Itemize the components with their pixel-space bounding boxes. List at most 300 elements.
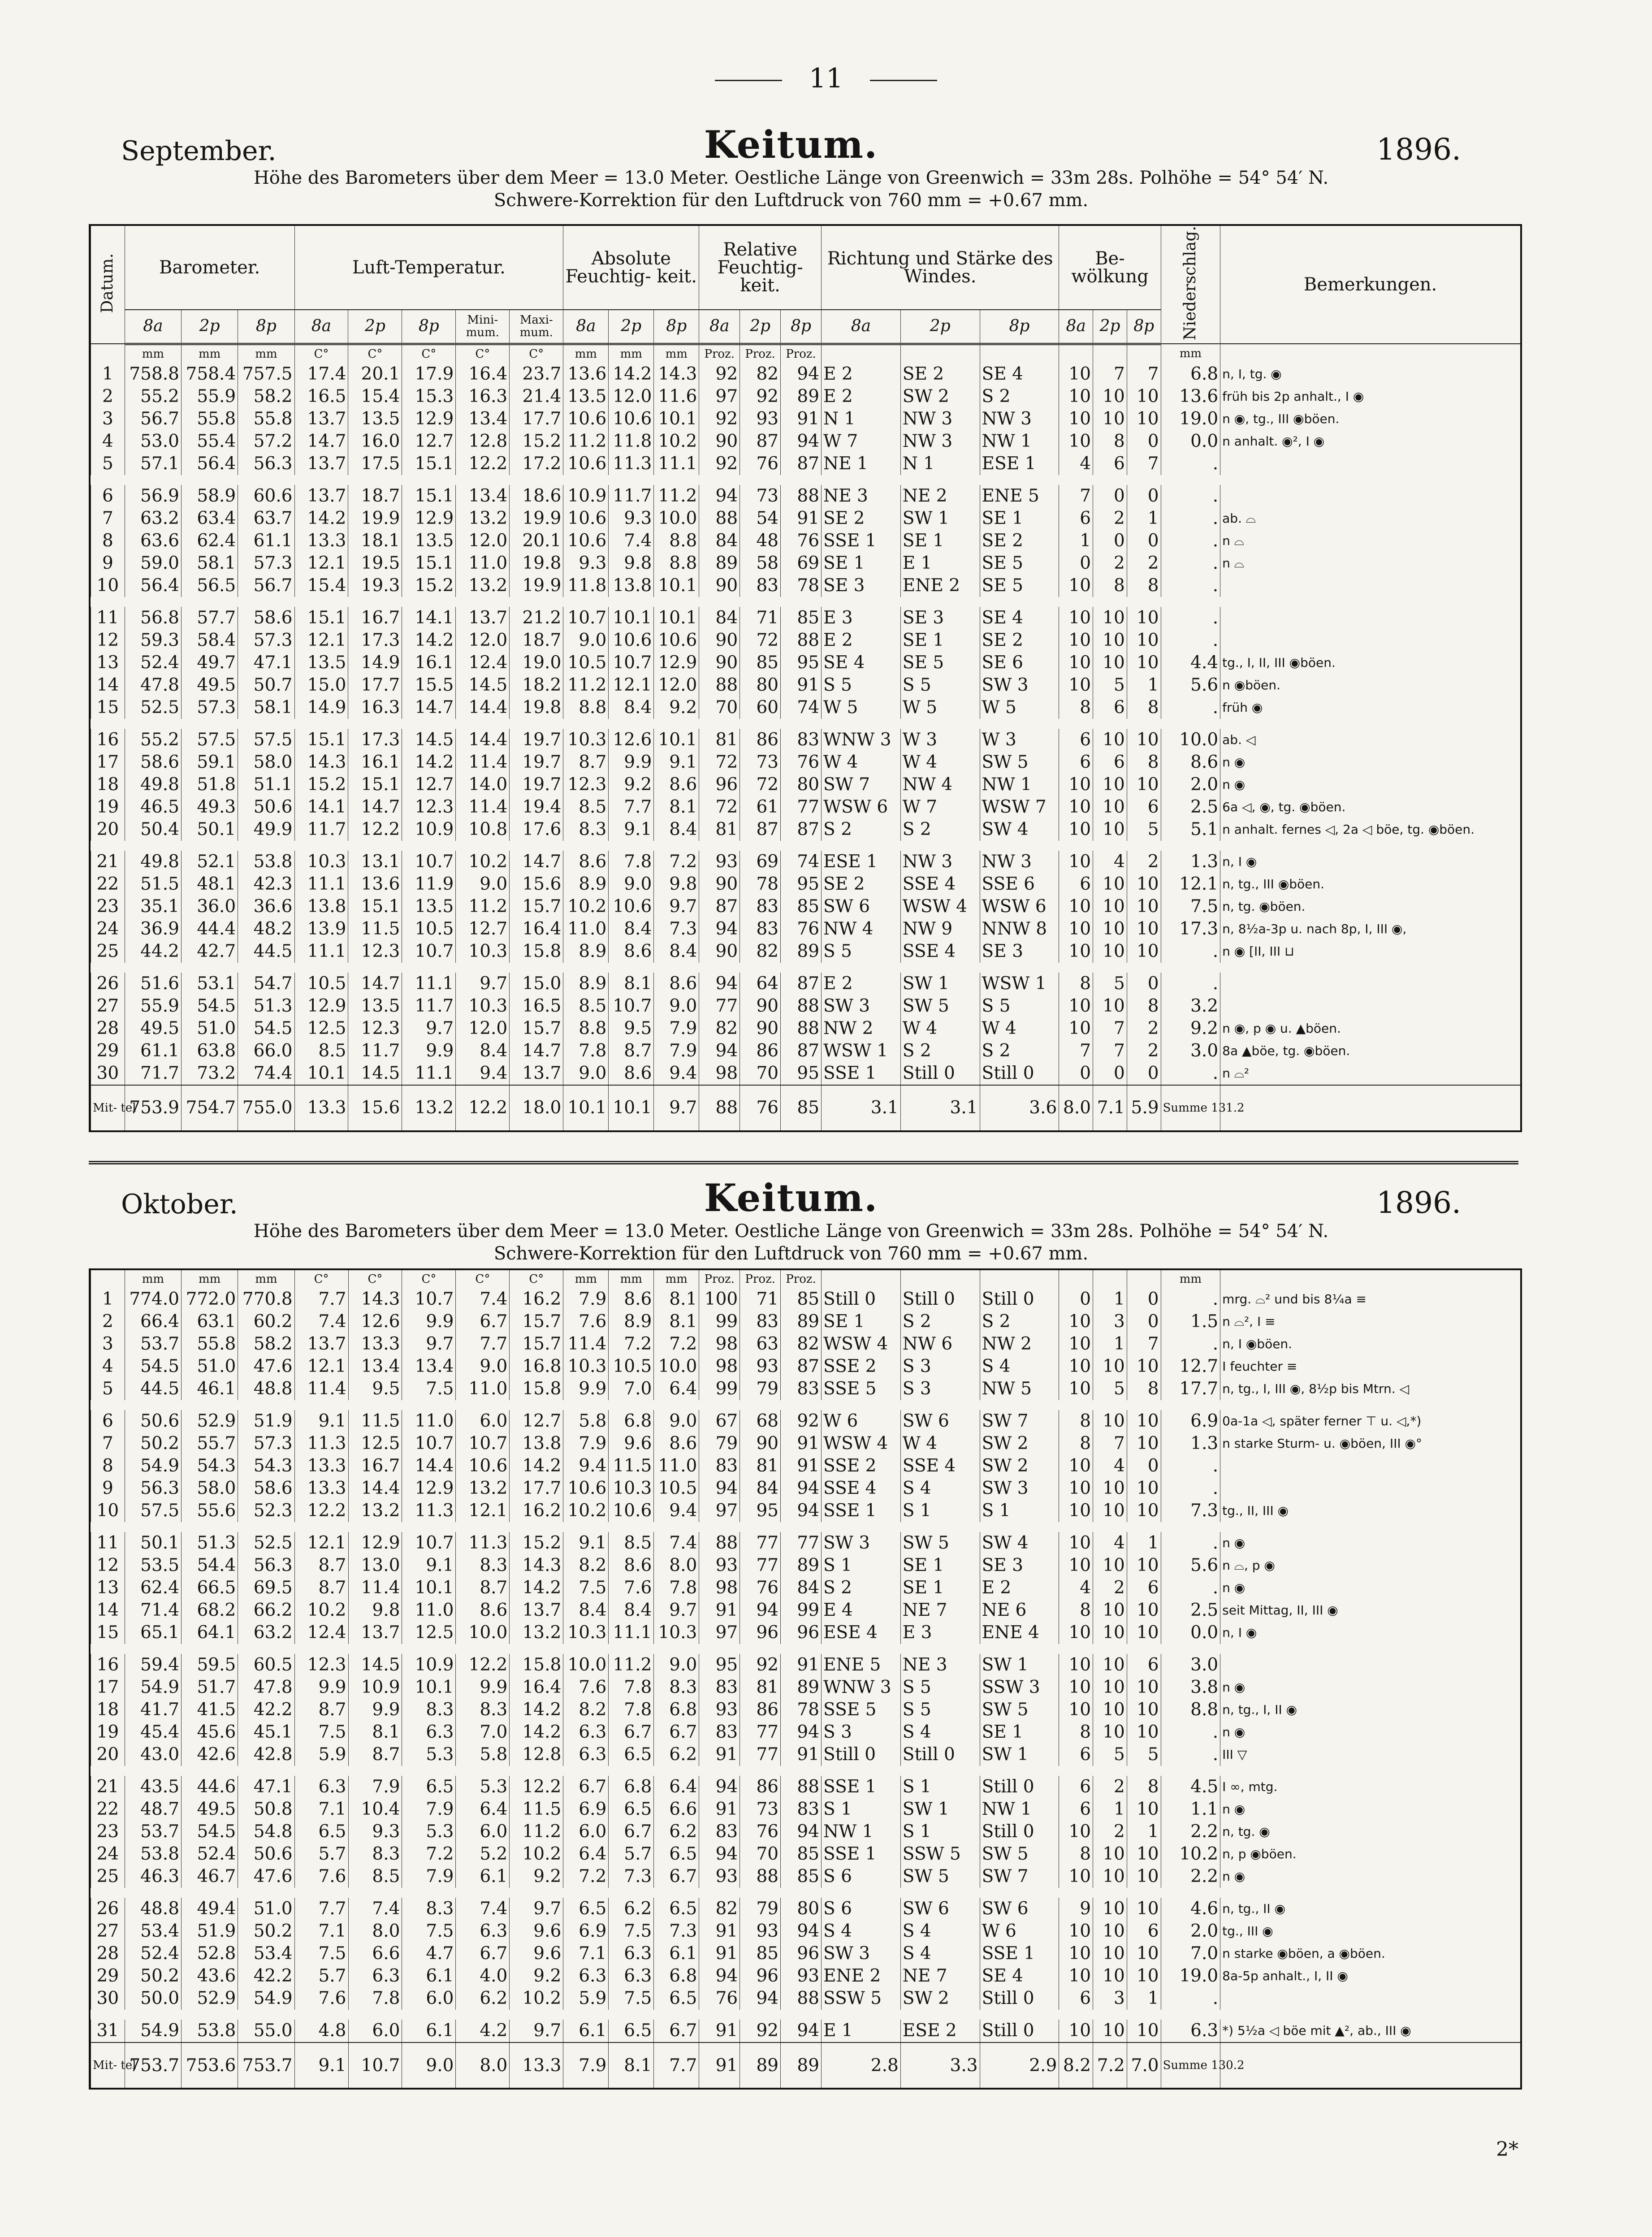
table-cell: 6.5 (654, 1843, 699, 1865)
table-cell: 10 (1059, 602, 1093, 629)
table-cell: 0 (1127, 430, 1161, 453)
table-cell: 21 (91, 1771, 125, 1798)
table-cell: SW 7 (822, 774, 901, 796)
table-cell: 8.6 (609, 1554, 654, 1577)
table-cell: 97 (699, 1500, 740, 1527)
table-cell: 51.0 (182, 1017, 238, 1040)
table-cell: 8.1 (348, 1721, 402, 1744)
table-cell: 80 (781, 1893, 822, 1920)
table-cell: SSE 1 (980, 1943, 1059, 1965)
table-cell: 0.0 (1161, 430, 1220, 453)
table-cell: 89 (781, 1311, 822, 1333)
table-cell: SE 5 (980, 575, 1059, 602)
table-cell: 10 (1059, 1649, 1093, 1676)
time-subheader: 2p (900, 310, 980, 344)
table-cell: WSW 4 (822, 1432, 901, 1455)
table-cell: 17.7 (510, 1477, 563, 1500)
table-cell: 49.5 (125, 1017, 181, 1040)
table-cell: 7.5 (402, 1920, 456, 1943)
table-cell: 17.7 (510, 408, 563, 430)
mean-label: Mit- tel (91, 1085, 125, 1130)
table-cell: 13.4 (456, 480, 510, 507)
mean-cell: 88 (699, 1085, 740, 1130)
unit-cell: Proz. (699, 1270, 740, 1288)
table-cell: . (1161, 575, 1220, 602)
table-cell: 6 (1059, 724, 1093, 751)
table-cell: 71.7 (125, 1062, 181, 1085)
table-cell: 12.1 (294, 1355, 348, 1378)
table-cell: . (1161, 1721, 1220, 1744)
table-cell: 8.7 (294, 1554, 348, 1577)
table-cell: SE 3 (900, 602, 980, 629)
table-cell: 11.8 (563, 575, 609, 602)
table-cell: SW 6 (980, 1893, 1059, 1920)
column-header-wind: Richtung und Stärke des Windes. (822, 226, 1059, 310)
table-cell: 9.9 (609, 751, 654, 774)
table-cell: 0 (1093, 530, 1127, 552)
table-cell: 55.2 (125, 385, 181, 408)
table-cell: 14.5 (348, 1062, 402, 1085)
table-cell: E 3 (900, 1622, 980, 1649)
table-cell: 85 (781, 602, 822, 629)
table-cell: 10.1 (654, 408, 699, 430)
table-cell: W 5 (980, 697, 1059, 724)
table-cell: 55.7 (182, 1432, 238, 1455)
table-cell: 95 (781, 1062, 822, 1085)
table-cell: 76 (781, 918, 822, 940)
mean-cell: 7.0 (1127, 2042, 1161, 2088)
time-subheader: 8p (980, 310, 1059, 344)
table-cell: 14.9 (294, 697, 348, 724)
table-cell: 10.4 (348, 1798, 402, 1821)
table-cell: 12.1 (294, 629, 348, 652)
table-cell: 31 (91, 2015, 125, 2042)
table-cell: 16.7 (348, 602, 402, 629)
table-cell: 96 (781, 1622, 822, 1649)
unit-cell (1059, 1270, 1093, 1288)
table-cell: 10 (1059, 629, 1093, 652)
table-cell: 14.2 (510, 1699, 563, 1721)
unit-cell (980, 344, 1059, 363)
table-cell: 12.9 (402, 408, 456, 430)
table-cell: . (1161, 1527, 1220, 1554)
table-cell: 10 (1093, 1965, 1127, 1987)
table-cell: 7.7 (294, 1893, 348, 1920)
table-cell: 5.3 (402, 1821, 456, 1843)
table-cell: 90 (699, 629, 740, 652)
remarks-cell (1220, 2042, 1520, 2088)
table-cell: SE 1 (980, 1721, 1059, 1744)
remarks-cell: I feuchter ≡ (1220, 1355, 1520, 1378)
table-cell: 6.9 (563, 1798, 609, 1821)
table-cell: 59.1 (182, 751, 238, 774)
table-cell: 0 (1093, 1062, 1127, 1085)
table-cell: 88 (740, 1865, 781, 1893)
mean-cell: 10.1 (563, 1085, 609, 1130)
table-cell: 9.9 (563, 1378, 609, 1405)
table-cell: 8 (1127, 751, 1161, 774)
table-cell: 11.0 (563, 918, 609, 940)
table-cell: 70 (740, 1062, 781, 1085)
table-cell: 21.4 (510, 385, 563, 408)
table-cell: 4.4 (1161, 652, 1220, 674)
table-cell: 8.8 (654, 552, 699, 575)
table-row (91, 2015, 1521, 2042)
table-cell: 8.1 (609, 968, 654, 995)
remarks-cell: n ◉ (1220, 751, 1520, 774)
table-cell: 5.3 (456, 1771, 510, 1798)
table-row (91, 1649, 1521, 1676)
table-cell: 48.2 (238, 918, 294, 940)
table-cell: 9.7 (654, 1599, 699, 1622)
table-cell: 10.0 (654, 507, 699, 530)
table-cell: 6 (1093, 697, 1127, 724)
table-cell: 17.9 (402, 363, 456, 385)
table-cell: 10 (1127, 1432, 1161, 1455)
table-cell: 88 (781, 1017, 822, 1040)
table-cell: 13.2 (510, 1622, 563, 1649)
table-cell: 6.7 (654, 2015, 699, 2042)
table-cell: 71 (740, 602, 781, 629)
table-cell: 10 (1059, 1355, 1093, 1378)
table-row (91, 751, 1521, 774)
table-cell: 78 (781, 1699, 822, 1721)
time-subheader: 8p (781, 310, 822, 344)
table-cell: 88 (781, 1987, 822, 2015)
units-row (91, 344, 1521, 363)
table-cell: 12.7 (510, 1405, 563, 1432)
table-cell: 13.0 (348, 1554, 402, 1577)
table-cell: 9.9 (402, 1311, 456, 1333)
table-cell: 6.3 (1161, 2015, 1220, 2042)
table-cell: 8.9 (563, 940, 609, 968)
table-cell: 69.5 (238, 1577, 294, 1599)
table-cell: 774.0 (125, 1288, 181, 1311)
table-cell: 16.5 (510, 995, 563, 1017)
table-cell: WSW 1 (822, 1040, 901, 1062)
table-cell: 88 (781, 480, 822, 507)
table-row (91, 602, 1521, 629)
table-cell: 14.7 (348, 796, 402, 818)
table-cell: 10.3 (456, 995, 510, 1017)
mean-cell: 753.7 (125, 2042, 181, 2088)
table-cell: Still 0 (980, 1821, 1059, 1843)
table-cell: 94 (740, 1599, 781, 1622)
table-row (91, 385, 1521, 408)
table-cell: SW 1 (980, 1649, 1059, 1676)
remarks-cell: n, tg. ◉ (1220, 1821, 1520, 1843)
remarks-cell: n ◉ (1220, 1721, 1520, 1744)
table-cell: 63.8 (182, 1040, 238, 1062)
column-header-relative-feuchtigkeit: Relative Feuchtig- keit. (699, 226, 822, 310)
table-cell: 6.3 (563, 1965, 609, 1987)
table-cell: 8.4 (654, 818, 699, 846)
table-cell: 43.5 (125, 1771, 181, 1798)
table-cell: 11.2 (563, 674, 609, 697)
table-cell: 10 (1127, 1943, 1161, 1965)
table-cell: S 6 (822, 1893, 901, 1920)
table-cell: 83 (740, 918, 781, 940)
table-cell: 10.0 (654, 1355, 699, 1378)
station-title: Keitum. (704, 1176, 878, 1220)
table-cell: 11.1 (294, 873, 348, 896)
table-cell: . (1161, 1744, 1220, 1771)
table-cell: . (1161, 697, 1220, 724)
table-cell: 1.3 (1161, 1432, 1220, 1455)
table-cell: 10 (1127, 1965, 1161, 1987)
table-cell: SSW 3 (980, 1676, 1059, 1699)
table-cell: 13.4 (348, 1355, 402, 1378)
table-cell: 7.5 (563, 1577, 609, 1599)
table-cell: 83 (699, 1455, 740, 1477)
year: 1896. (1376, 132, 1461, 167)
october-header (121, 1176, 1461, 1265)
table-cell: 0 (1059, 1288, 1093, 1311)
table-cell: 12 (91, 1554, 125, 1577)
table-cell: 46.5 (125, 796, 181, 818)
table-cell: 91 (699, 1744, 740, 1771)
table-cell: NE 3 (822, 480, 901, 507)
table-cell: 10 (1093, 940, 1127, 968)
table-cell: 91 (699, 1943, 740, 1965)
table-cell: 10 (1059, 940, 1093, 968)
table-cell: 10.6 (563, 408, 609, 430)
table-cell: WSW 1 (980, 968, 1059, 995)
table-cell: 17.5 (348, 453, 402, 480)
table-cell: SE 2 (900, 363, 980, 385)
table-cell: . (1161, 1987, 1220, 2015)
table-cell: . (1161, 1577, 1220, 1599)
table-cell: 8.4 (609, 918, 654, 940)
table-cell: 15.8 (510, 940, 563, 968)
table-cell: E 2 (822, 629, 901, 652)
table-cell: 93 (699, 1865, 740, 1893)
table-cell: 48.8 (238, 1378, 294, 1405)
table-cell: 12.1 (1161, 873, 1220, 896)
table-cell: 69 (781, 552, 822, 575)
table-cell: 6.7 (456, 1311, 510, 1333)
table-cell: S 5 (822, 674, 901, 697)
table-cell: 78 (740, 873, 781, 896)
table-cell: 10.7 (402, 846, 456, 873)
table-cell: 54.5 (182, 995, 238, 1017)
table-cell: 6.0 (563, 1821, 609, 1843)
mean-cell: 9.1 (294, 2042, 348, 2088)
table-cell: 51.5 (125, 873, 181, 896)
table-cell: 77 (699, 995, 740, 1017)
table-cell: 10 (1127, 385, 1161, 408)
table-cell: 83 (699, 1821, 740, 1843)
column-header-bewoelkung: Be- wölkung (1059, 226, 1161, 310)
table-cell: 73 (740, 480, 781, 507)
table-cell: 7.5 (609, 1987, 654, 2015)
table-cell: S 2 (900, 818, 980, 846)
table-cell: 9.3 (609, 507, 654, 530)
table-cell: 7.2 (654, 846, 699, 873)
table-cell: 7.2 (609, 1333, 654, 1355)
table-cell: 6.5 (609, 1744, 654, 1771)
table-cell: 1 (1127, 1821, 1161, 1843)
mean-cell: 3.1 (822, 1085, 901, 1130)
table-cell: 6 (1059, 873, 1093, 896)
table-cell: 18 (91, 1699, 125, 1721)
table-cell: 10 (1127, 918, 1161, 940)
table-cell: 12.2 (456, 1649, 510, 1676)
table-cell: NW 3 (900, 430, 980, 453)
table-cell: SE 3 (822, 575, 901, 602)
table-cell: 63.6 (125, 530, 181, 552)
table-row (91, 480, 1521, 507)
table-cell: 10.9 (402, 1649, 456, 1676)
unit-cell: mm (182, 1270, 238, 1288)
table-cell: 8.1 (654, 1311, 699, 1333)
table-row (91, 818, 1521, 846)
table-cell: 91 (699, 1798, 740, 1821)
table-cell: 10 (1059, 774, 1093, 796)
table-cell: 10 (1093, 918, 1127, 940)
table-cell: 15.4 (348, 385, 402, 408)
table-cell: 12.5 (348, 1432, 402, 1455)
table-cell: 7.2 (654, 1333, 699, 1355)
table-cell: W 3 (980, 724, 1059, 751)
table-cell: 85 (781, 1288, 822, 1311)
table-cell: S 6 (822, 1865, 901, 1893)
table-cell: 66.2 (238, 1599, 294, 1622)
table-cell: . (1161, 602, 1220, 629)
table-cell: 8.6 (609, 1288, 654, 1311)
table-cell: S 1 (900, 1771, 980, 1798)
table-cell: 15.1 (402, 453, 456, 480)
table-cell: 83 (699, 1676, 740, 1699)
table-cell: 50.2 (238, 1920, 294, 1943)
unit-cell: mm (182, 344, 238, 363)
table-cell: 9.8 (348, 1599, 402, 1622)
table-cell: 7.4 (348, 1893, 402, 1920)
remarks-cell: n starke ◉böen, a ◉böen. (1220, 1943, 1520, 1965)
table-cell: SW 3 (822, 995, 901, 1017)
table-cell: 2.2 (1161, 1821, 1220, 1843)
table-cell: 6 (91, 480, 125, 507)
table-cell: 6.5 (654, 1893, 699, 1920)
remarks-cell: n ⌓ (1220, 552, 1520, 575)
table-cell: . (1161, 453, 1220, 480)
table-cell: E 3 (822, 602, 901, 629)
mean-cell: 754.7 (182, 1085, 238, 1130)
table-cell: 56.3 (238, 1554, 294, 1577)
table-cell: 5 (1127, 818, 1161, 846)
table-cell: 11.0 (654, 1455, 699, 1477)
table-cell: 8 (1093, 430, 1127, 453)
table-cell: 54.5 (238, 1017, 294, 1040)
table-cell: SE 2 (822, 507, 901, 530)
table-cell: 6.5 (402, 1771, 456, 1798)
table-cell: 8.0 (654, 1554, 699, 1577)
table-cell: 10.2 (563, 1500, 609, 1527)
table-cell: 15.1 (402, 480, 456, 507)
table-cell: 94 (781, 363, 822, 385)
table-cell: 6 (1127, 796, 1161, 818)
table-cell: 6 (1093, 751, 1127, 774)
table-cell: 13.4 (402, 1355, 456, 1378)
table-cell: 16.2 (510, 1500, 563, 1527)
table-cell: 90 (699, 873, 740, 896)
table-cell: 2.0 (1161, 774, 1220, 796)
table-cell: 5 (1093, 1378, 1127, 1405)
table-cell: 61.1 (238, 530, 294, 552)
table-cell: 10 (1127, 774, 1161, 796)
table-cell: 10 (1127, 1405, 1161, 1432)
table-cell: 50.0 (125, 1987, 181, 2015)
table-row (91, 896, 1521, 918)
table-cell: WSW 4 (900, 896, 980, 918)
table-cell: 3 (1093, 1987, 1127, 2015)
table-cell: 9.2 (1161, 1017, 1220, 1040)
table-cell: 58.6 (125, 751, 181, 774)
table-cell: 3.8 (1161, 1676, 1220, 1699)
table-cell: 10 (1059, 430, 1093, 453)
table-row (91, 940, 1521, 968)
table-cell: 6.8 (609, 1771, 654, 1798)
table-cell: NW 4 (822, 918, 901, 940)
remarks-cell (1220, 968, 1520, 995)
table-cell: 2 (1093, 1577, 1127, 1599)
table-cell: 77 (740, 1527, 781, 1554)
table-cell: SE 5 (900, 652, 980, 674)
remarks-cell: n ⌓², I ≡ (1220, 1311, 1520, 1333)
table-cell: 7.5 (294, 1721, 348, 1744)
table-cell: 87 (740, 430, 781, 453)
table-cell: . (1161, 1288, 1220, 1311)
table-cell: 19 (91, 796, 125, 818)
table-cell: 8.7 (294, 1699, 348, 1721)
table-cell: 10 (1093, 1355, 1127, 1378)
table-cell: 10 (1093, 995, 1127, 1017)
table-cell: NE 6 (980, 1599, 1059, 1622)
table-cell: 8.6 (654, 774, 699, 796)
table-cell: 12.1 (456, 1500, 510, 1527)
september-table-frame (89, 224, 1522, 1132)
table-cell: 12.6 (609, 724, 654, 751)
table-cell: 72 (740, 774, 781, 796)
table-cell: E 1 (822, 2015, 901, 2042)
table-cell: 8.0 (348, 1920, 402, 1943)
table-cell: 87 (781, 818, 822, 846)
table-cell: 51.8 (182, 774, 238, 796)
table-cell: 4 (1059, 1577, 1093, 1599)
table-cell: 1 (91, 1288, 125, 1311)
table-cell: W 5 (822, 697, 901, 724)
table-cell: 19.5 (348, 552, 402, 575)
table-cell: 7.8 (609, 1699, 654, 1721)
unit-cell: mm (1161, 1270, 1220, 1288)
table-cell: 57.5 (238, 724, 294, 751)
table-cell: SW 7 (980, 1405, 1059, 1432)
table-cell: 10 (1059, 1477, 1093, 1500)
table-cell: 15.7 (510, 1017, 563, 1040)
table-cell: 83 (781, 724, 822, 751)
table-cell: 10.1 (654, 724, 699, 751)
table-cell: 8 (1127, 575, 1161, 602)
table-cell: Still 0 (900, 1744, 980, 1771)
table-cell: SW 5 (980, 1843, 1059, 1865)
table-cell: 49.5 (182, 674, 238, 697)
table-cell: 3 (91, 408, 125, 430)
table-cell: 22 (91, 873, 125, 896)
table-cell: 27 (91, 1920, 125, 1943)
table-cell: 6.1 (402, 2015, 456, 2042)
table-cell: 2.5 (1161, 796, 1220, 818)
remarks-cell: n ◉, p ◉ u. ▲böen. (1220, 1017, 1520, 1040)
